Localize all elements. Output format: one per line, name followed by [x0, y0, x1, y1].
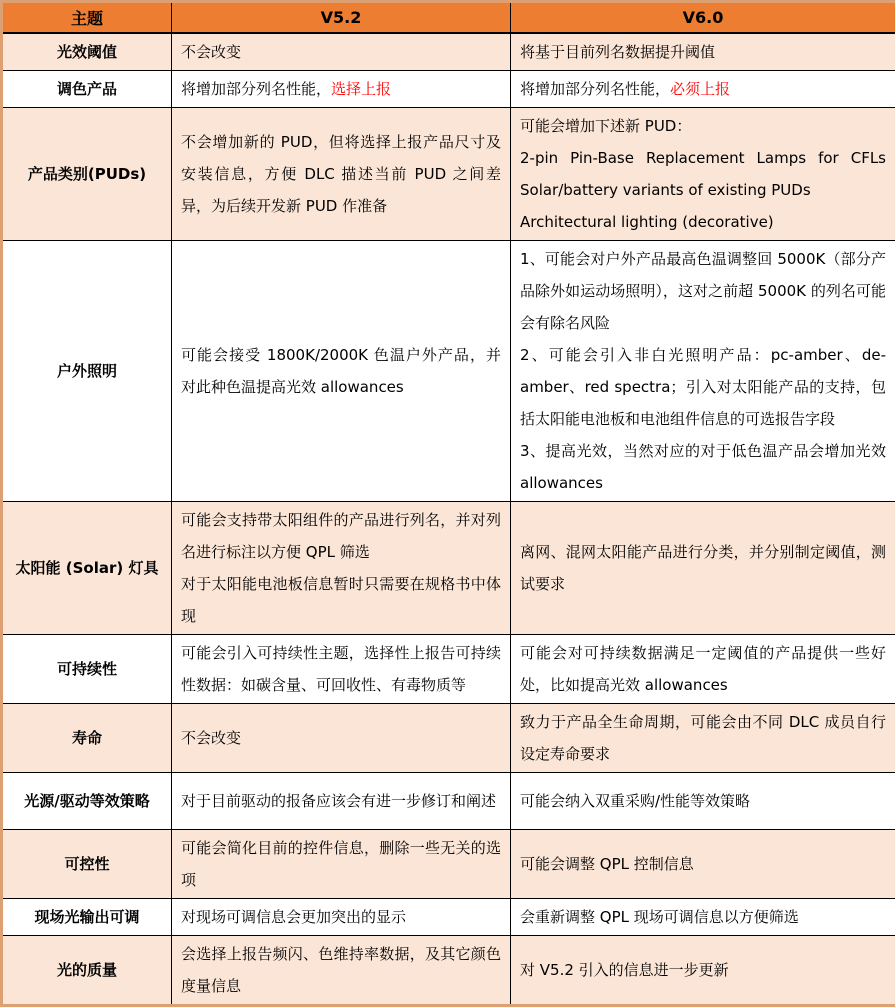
- v52-cell: [172, 70, 511, 107]
- topic-cell: 户外照明: [2, 240, 172, 501]
- cell-paragraph: [520, 954, 886, 986]
- col-header-v52: V5.2: [172, 2, 511, 33]
- table-row: [2, 107, 895, 240]
- cell-text: 将增加部分列名性能，: [520, 80, 670, 98]
- v60-cell: [511, 70, 895, 107]
- v52-cell: [172, 501, 511, 634]
- topic-cell: 太阳能 (Solar) 灯具: [2, 501, 172, 634]
- cell-text: 可能会支持带太阳组件的产品进行列名，并对列名进行标注以方便 QPL 筛选: [181, 511, 501, 561]
- cell-text: 2、可能会引入非白光照明产品：pc-amber、de-amber、red spectra；引入对太阳能产品的支持，包括太阳能电池板和电池组件信息的可选报告字段: [520, 346, 886, 428]
- cell-paragraph: [520, 174, 886, 206]
- cell-text: 3、提高光效，当然对应的对于低色温产品会增加光效 allowances: [520, 442, 886, 492]
- cell-text: 可能会接受 1800K/2000K 色温户外产品，并对此种色温提高光效 allowances: [181, 346, 501, 396]
- topic-cell: 现场光输出可调: [2, 898, 172, 935]
- cell-text: 将增加部分列名性能，: [181, 80, 331, 98]
- cell-text: 可能会简化目前的控件信息，删除一些无关的选项: [181, 839, 501, 889]
- table-row: [2, 772, 895, 829]
- cell-paragraph: [181, 938, 501, 1002]
- v52-cell: [172, 240, 511, 501]
- col-header-v60: V6.0: [511, 2, 895, 33]
- cell-text: 对于太阳能电池板信息暂时只需要在规格书中体现: [181, 575, 501, 625]
- cell-paragraph: [520, 73, 886, 105]
- cell-paragraph: [181, 504, 501, 568]
- topic-cell: 寿命: [2, 703, 172, 772]
- cell-paragraph: [520, 848, 886, 880]
- v52-cell: [172, 829, 511, 898]
- topic-cell: 可持续性: [2, 634, 172, 703]
- cell-text: 会重新调整 QPL 现场可调信息以方便筛选: [520, 908, 799, 926]
- cell-text: 对现场可调信息会更加突出的显示: [181, 908, 406, 926]
- v60-cell: [511, 898, 895, 935]
- v52-cell: [172, 898, 511, 935]
- v52-cell: [172, 634, 511, 703]
- table-row: [2, 70, 895, 107]
- cell-paragraph: [181, 637, 501, 701]
- v60-cell: [511, 240, 895, 501]
- cell-paragraph: [520, 637, 886, 701]
- col-header-topic: 主题: [2, 2, 172, 33]
- v52-cell: [172, 703, 511, 772]
- cell-paragraph: [520, 435, 886, 499]
- cell-paragraph: [181, 785, 501, 817]
- cell-paragraph: [181, 36, 501, 68]
- table-row: [2, 634, 895, 703]
- topic-cell: 光的质量: [2, 935, 172, 1005]
- cell-text: 可能会纳入双重采购/性能等效策略: [520, 792, 750, 810]
- v60-cell: [511, 501, 895, 634]
- cell-text: Solar/battery variants of existing PUDs: [520, 181, 811, 199]
- table-row: [2, 703, 895, 772]
- topic-cell: 调色产品: [2, 70, 172, 107]
- cell-paragraph: [520, 339, 886, 435]
- cell-text: 可能会增加下述新 PUD：: [520, 117, 691, 135]
- cell-text: 致力于产品全生命周期，可能会由不同 DLC 成员自行设定寿命要求: [520, 713, 886, 763]
- table-row: [2, 33, 895, 71]
- topic-cell: 光效阈值: [2, 33, 172, 71]
- cell-text: 不会改变: [181, 729, 241, 747]
- v52-cell: [172, 772, 511, 829]
- table-row: [2, 898, 895, 935]
- cell-paragraph: [520, 110, 886, 142]
- cell-paragraph: [181, 568, 501, 632]
- cell-paragraph: [520, 901, 886, 933]
- cell-text: 会选择上报告频闪、色维持率数据，及其它颜色度量信息: [181, 945, 501, 995]
- cell-text: 对 V5.2 引入的信息进一步更新: [520, 961, 729, 979]
- cell-paragraph: [181, 339, 501, 403]
- topic-cell: 光源/驱动等效策略: [2, 772, 172, 829]
- v60-cell: [511, 107, 895, 240]
- cell-text: 将基于目前列名数据提升阈值: [520, 43, 715, 61]
- cell-text: 不会增加新的 PUD，但将选择上报产品尺寸及安装信息，方便 DLC 描述当前 PUD 之间差异，为后续开发新 PUD 作准备: [181, 133, 501, 215]
- cell-paragraph: [520, 706, 886, 770]
- table-body: [2, 33, 895, 1006]
- table-row: [2, 240, 895, 501]
- topic-cell: 可控性: [2, 829, 172, 898]
- v52-cell: [172, 935, 511, 1005]
- cell-paragraph: [181, 832, 501, 896]
- cell-paragraph: [520, 243, 886, 339]
- table-row: [2, 829, 895, 898]
- v60-cell: [511, 829, 895, 898]
- cell-text: 可能会引入可持续性主题，选择性上报告可持续性数据：如碳含量、可回收性、有毒物质等: [181, 644, 501, 694]
- cell-text: 对于目前驱动的报备应该会有进一步修订和阐述: [181, 792, 496, 810]
- v60-cell: [511, 33, 895, 71]
- table-row: [2, 935, 895, 1005]
- cell-text: 不会改变: [181, 43, 241, 61]
- cell-paragraph: [181, 73, 501, 105]
- cell-text: 1、可能会对户外产品最高色温调整回 5000K（部分产品除外如运动场照明），这对之前超 5000K 的列名可能会有除名风险: [520, 250, 886, 332]
- cell-text: 2-pin Pin-Base Replacement Lamps for CFLs: [520, 149, 886, 167]
- table-row: [2, 501, 895, 634]
- cell-text: 可能会调整 QPL 控制信息: [520, 855, 694, 873]
- cell-text: 离网、混网太阳能产品进行分类，并分别制定阈值，测试要求: [520, 543, 886, 593]
- cell-paragraph: [181, 901, 501, 933]
- v52-cell: [172, 33, 511, 71]
- v60-cell: [511, 634, 895, 703]
- highlighted-text: 必须上报: [670, 80, 730, 98]
- cell-paragraph: [181, 126, 501, 222]
- cell-paragraph: [181, 722, 501, 754]
- cell-paragraph: [520, 785, 886, 817]
- v52-cell: [172, 107, 511, 240]
- cell-text: 可能会对可持续数据满足一定阈值的产品提供一些好处，比如提高光效 allowances: [520, 644, 886, 694]
- v60-cell: [511, 772, 895, 829]
- highlighted-text: 选择上报: [331, 80, 391, 98]
- cell-text: Architectural lighting (decorative): [520, 213, 774, 231]
- v60-cell: [511, 935, 895, 1005]
- header-row: [2, 2, 895, 33]
- cell-paragraph: [520, 206, 886, 238]
- cell-paragraph: [520, 142, 886, 174]
- cell-paragraph: [520, 536, 886, 600]
- topic-cell: 产品类别(PUDs): [2, 107, 172, 240]
- v60-cell: [511, 703, 895, 772]
- cell-paragraph: [520, 36, 886, 68]
